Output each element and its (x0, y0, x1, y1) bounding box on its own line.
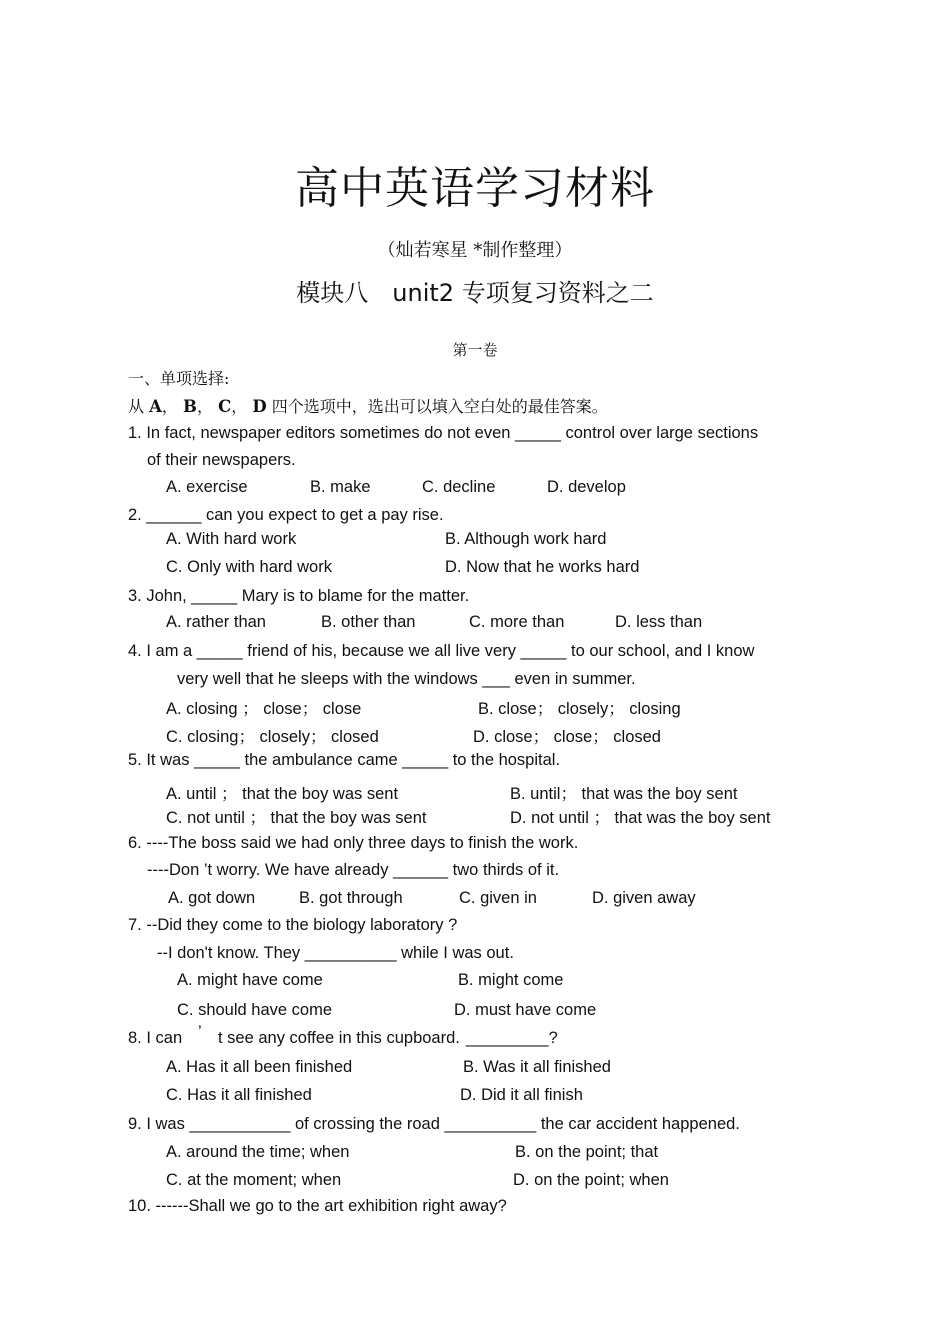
question-7-option-b[interactable]: B. might come (458, 971, 564, 989)
question-2-option-d[interactable]: D. Now that he works hard (445, 558, 640, 576)
question-6-option-b[interactable]: B. got through (299, 889, 403, 907)
question-9-option-d[interactable]: D. on the point; when (513, 1171, 669, 1189)
question-4-stem-cont: very well that he sleeps with the windows ___ even in summer. (177, 670, 636, 688)
question-10-stem: 10. ------Shall we go to the art exhibition right away? (128, 1197, 507, 1215)
instr-sep: ， (161, 397, 178, 416)
question-8-stem-part2: t see any coffee in this cupboard. (218, 1029, 460, 1047)
question-8-stem-part1: 8. I can (128, 1029, 183, 1047)
volume-heading: 第一卷 (452, 341, 498, 359)
question-6-stem-cont: ----Don ’t worry. We have already ______ two thirds of it. (147, 861, 560, 879)
question-1-option-b[interactable]: B. make (310, 478, 371, 496)
question-9-option-b[interactable]: B. on the point; that (515, 1143, 659, 1161)
instr-a: A (149, 397, 162, 416)
question-9-stem: 9. I was ___________ of crossing the road __________ the car accident happened. (128, 1115, 740, 1133)
question-4-stem: 4. I am a _____ friend of his, because we all live very _____ to our school, and I know (128, 642, 755, 660)
question-5-option-b[interactable]: B. until； that was the boy sent (510, 785, 738, 803)
question-7-option-a[interactable]: A. might have come (177, 971, 323, 989)
section-instructions (128, 394, 608, 417)
question-9-option-a[interactable]: A. around the time; when (166, 1143, 350, 1161)
question-3-option-d[interactable]: D. less than (615, 613, 703, 631)
question-3-option-a[interactable]: A. rather than (166, 613, 266, 631)
question-5-option-a[interactable]: A. until ； that the boy was sent (166, 785, 399, 803)
question-2-option-c[interactable]: C. Only with hard work (166, 558, 332, 576)
question-8-apostrophe: ’ (198, 1023, 202, 1041)
instr-b: B (183, 397, 197, 416)
question-1-stem-cont: of their newspapers. (147, 451, 296, 469)
question-2-option-a[interactable]: A. With hard work (166, 530, 297, 548)
question-5-stem: 5. It was _____ the ambulance came _____ to the hospital. (128, 751, 561, 769)
question-7-option-c[interactable]: C. should have come (177, 1001, 333, 1019)
instr-c: C (218, 397, 232, 416)
question-8-option-a[interactable]: A. Has it all been finished (166, 1058, 353, 1076)
section-heading: 一、单项选择: (128, 369, 230, 388)
question-1-option-a[interactable]: A. exercise (166, 478, 248, 496)
question-6-option-d[interactable]: D. given away (592, 889, 696, 907)
module-heading: 模块八 unit2 专项复习资料之二 (296, 279, 654, 307)
question-6-option-c[interactable]: C. given in (459, 889, 537, 907)
question-4-option-b[interactable]: B. close； closely； closing (478, 700, 681, 718)
question-8-option-b[interactable]: B. Was it all finished (463, 1058, 611, 1076)
question-5-option-c[interactable]: C. not until ； that the boy was sent (166, 809, 427, 827)
question-8-option-c[interactable]: C. Has it all finished (166, 1086, 312, 1104)
question-3-option-b[interactable]: B. other than (321, 613, 416, 631)
question-3-stem: 3. John, _____ Mary is to blame for the matter. (128, 587, 470, 605)
question-8-blank: _________? (466, 1029, 558, 1047)
question-6-stem: 6. ----The boss said we had only three days to finish the work. (128, 834, 579, 852)
question-7-stem-cont: --I don't know. They __________ while I was out. (157, 944, 514, 962)
instr-sep: ， (196, 397, 213, 416)
instr-rest: 四个选项中，选出可以填入空白处的最佳答案。 (271, 397, 608, 416)
question-5-option-d[interactable]: D. not until ； that was the boy sent (510, 809, 771, 827)
question-8-option-d[interactable]: D. Did it all finish (460, 1086, 583, 1104)
question-4-option-c[interactable]: C. closing； closely； closed (166, 728, 379, 746)
instr-sep: ， (231, 397, 248, 416)
instr-from: 从 (128, 397, 145, 416)
question-2-option-b[interactable]: B. Although work hard (445, 530, 607, 548)
question-1-stem: 1. In fact, newspaper editors sometimes do not even _____ control over large sections (128, 424, 759, 442)
question-4-option-d[interactable]: D. close； close； closed (473, 728, 661, 746)
question-2-stem: 2. ______ can you expect to get a pay rise. (128, 506, 444, 524)
question-1-option-c[interactable]: C. decline (422, 478, 496, 496)
question-3-option-c[interactable]: C. more than (469, 613, 565, 631)
question-4-option-a[interactable]: A. closing ； close； close (166, 700, 362, 718)
question-9-option-c[interactable]: C. at the moment; when (166, 1171, 342, 1189)
document-subtitle: （灿若寒星 *制作整理） (377, 240, 573, 261)
question-7-option-d[interactable]: D. must have come (454, 1001, 597, 1019)
document-title: 高中英语学习材料 (295, 163, 655, 214)
instr-d: D (252, 397, 267, 416)
question-1-option-d[interactable]: D. develop (547, 478, 626, 496)
question-7-stem: 7. --Did they come to the biology laboratory ? (128, 916, 458, 934)
question-6-option-a[interactable]: A. got down (168, 889, 256, 907)
